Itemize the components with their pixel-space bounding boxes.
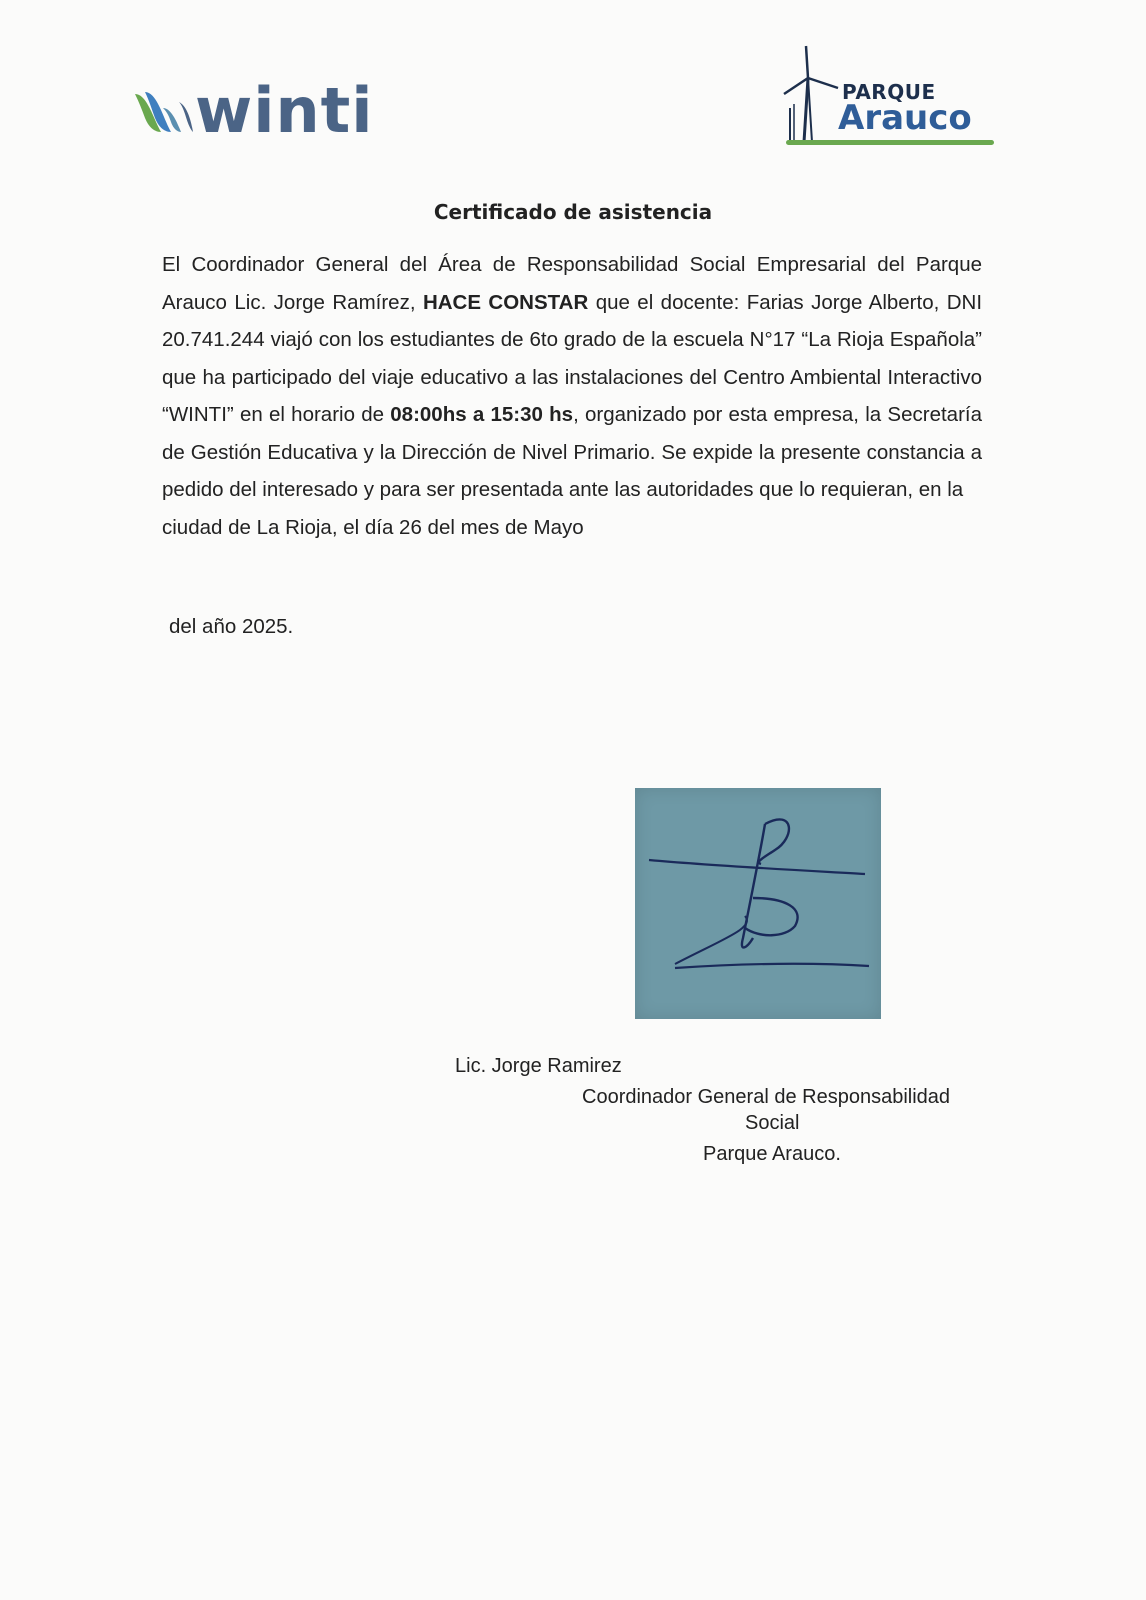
- signer-role-line2: Social: [745, 1112, 800, 1134]
- handwritten-signature: [635, 788, 881, 1019]
- body-text-part: El Coordinador General del Área de Responsabilidad Social Empresarial del Parque Arauco Lic. Jorge Ramírez,: [162, 253, 982, 314]
- body-last-line: ciudad de La Rioja, el día 26 del mes de Mayo: [162, 515, 584, 539]
- signer-organization: Parque Arauco.: [703, 1143, 841, 1165]
- parque-arauco-logo: [782, 44, 1002, 156]
- signer-name: Lic. Jorge Ramirez: [455, 1055, 622, 1077]
- schedule-bold: 08:00hs a 15:30 hs: [390, 403, 574, 426]
- parque-arauco-line2: Arauco: [838, 98, 972, 138]
- winti-logo-text: winti: [195, 74, 374, 147]
- certificate-title: Certificado de asistencia: [433, 200, 713, 224]
- year-line: del año 2025.: [169, 615, 294, 638]
- wind-turbine-icon: [782, 44, 842, 144]
- certificate-body: [162, 246, 982, 546]
- signature-drawing: [635, 788, 881, 1019]
- signer-role-line1: Coordinador General de Responsabilidad: [582, 1086, 951, 1108]
- parque-arauco-line1: PARQUE: [842, 80, 936, 104]
- body-text-part: , organizado por esta empresa, la Secretaría de Gestión Educativa y la Dirección de Nivel Primario. Se expide la presente constancia a pedido del interesado y para ser presentada ante las autoridades que lo requieran, en la: [162, 403, 982, 501]
- winti-wing-icon: [133, 88, 203, 138]
- logo-ground-bar: [786, 140, 994, 145]
- hace-constar-bold: HACE CONSTAR: [422, 290, 589, 314]
- body-text-part: que el docente: Farias Jorge Alberto, DNI 20.741.244 viajó con los estudiantes de 6to grado de la escuela N°17 “La Rioja Española” que ha participado del viaje educativo a las instalaciones del Centro Ambiental Interactivo “WINTI” en el horario de: [162, 290, 983, 426]
- winti-logo: [133, 70, 374, 150]
